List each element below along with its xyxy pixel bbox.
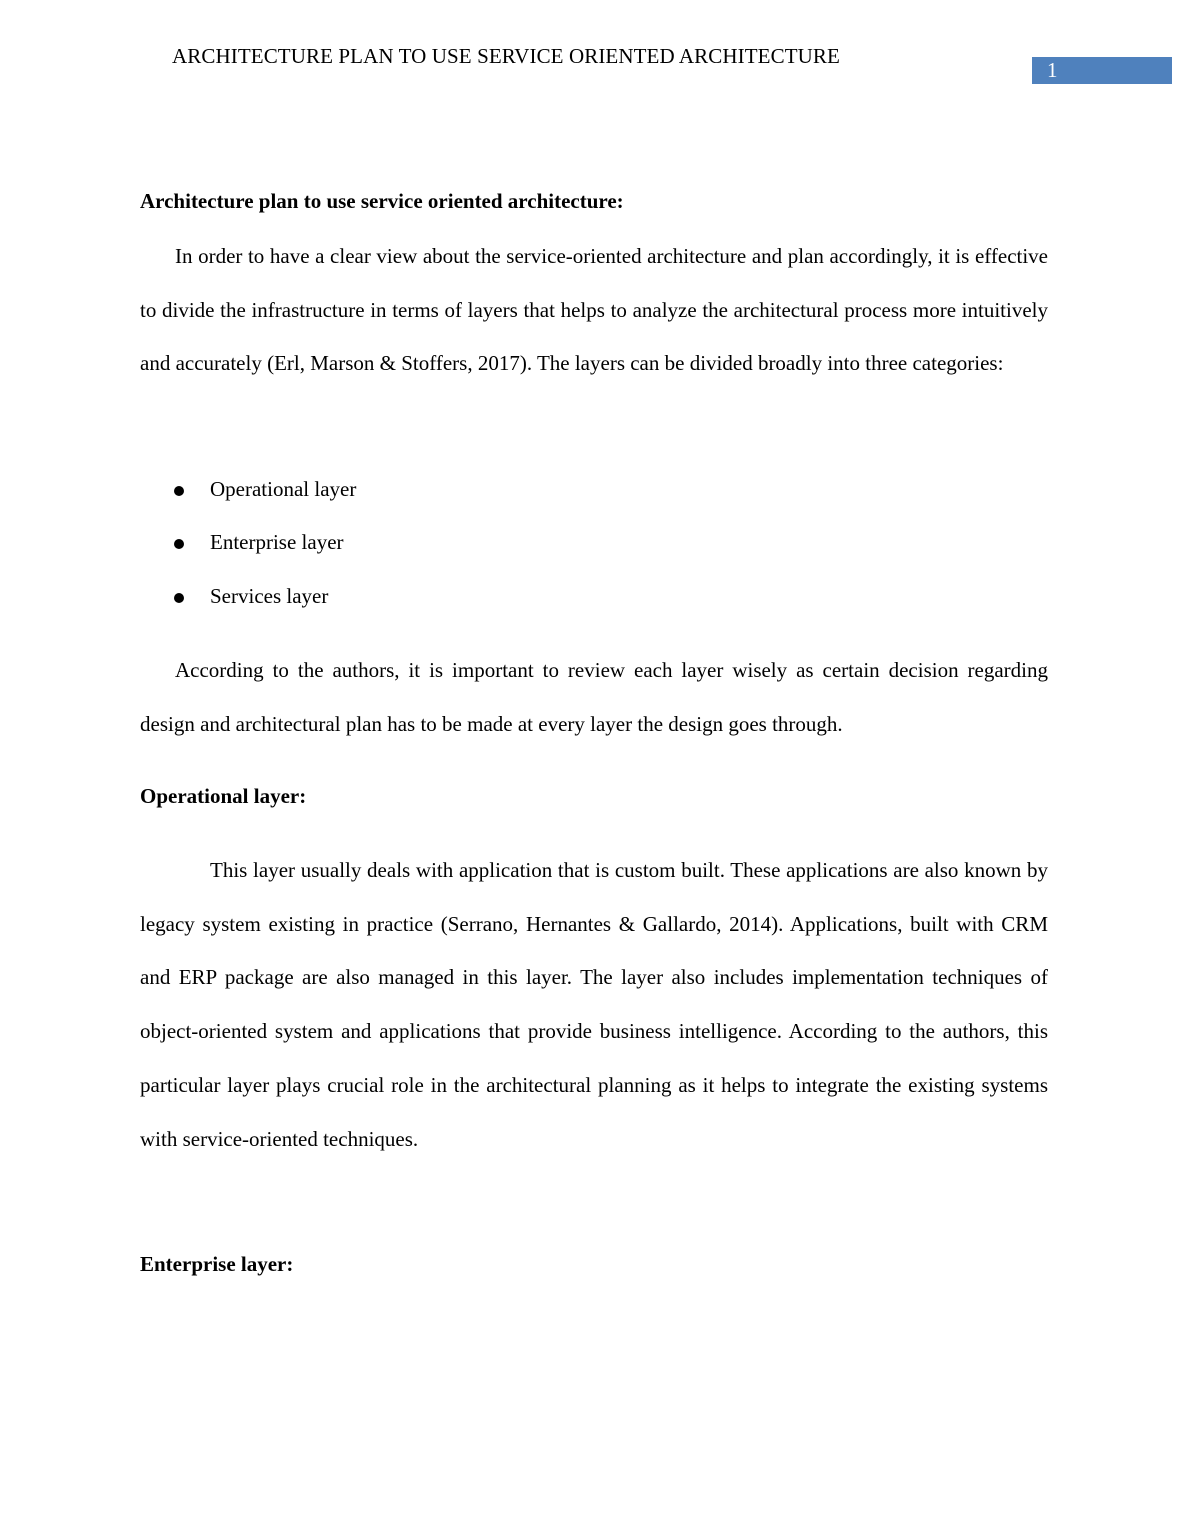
list-item [0, 584, 600, 614]
running-head-title: ARCHITECTURE PLAN TO USE SERVICE ORIENTED ARCHITECTURE [172, 44, 840, 68]
list-item-label: Operational layer [210, 477, 357, 501]
bullet-icon [174, 539, 184, 549]
enterprise-layer-heading: Enterprise layer: [140, 1252, 294, 1276]
list-item-label: Enterprise layer [210, 530, 344, 554]
bullet-icon [174, 486, 184, 496]
operational-layer-paragraph: This layer usually deals with application that is custom built. These applications are also known by legacy system existing in practice (Serrano, Hernantes & Gallardo, 2014). Applications, built with CRM and ERP package are also managed in this layer. The layer also includes implementation techniques of object-oriented system and applications that provide business intelligence. According to the authors, this particular layer plays crucial role in the architectural planning as it helps to integrate the existing systems with service-oriented techniques. [140, 858, 1048, 1151]
list-item-label: Services layer [210, 584, 329, 608]
page-number-box [1032, 57, 1172, 84]
operational-layer-heading: Operational layer: [140, 784, 307, 808]
main-heading: Architecture plan to use service oriented architecture: [140, 189, 624, 213]
list-item [0, 477, 600, 507]
bullet-icon [174, 593, 184, 603]
page-number: 1 [1047, 58, 1058, 82]
list-item [0, 530, 600, 560]
review-paragraph: According to the authors, it is important to review each layer wisely as certain decision regarding design and architectural plan has to be made at every layer the design goes through. [140, 658, 1048, 736]
intro-paragraph: In order to have a clear view about the service-oriented architecture and plan accordingly, it is effective to divide the infrastructure in terms of layers that helps to analyze the architectural process more intuitively and accurately (Erl, Marson & Stoffers, 2017). The layers can be divided broadly into three categories: [140, 244, 1048, 376]
